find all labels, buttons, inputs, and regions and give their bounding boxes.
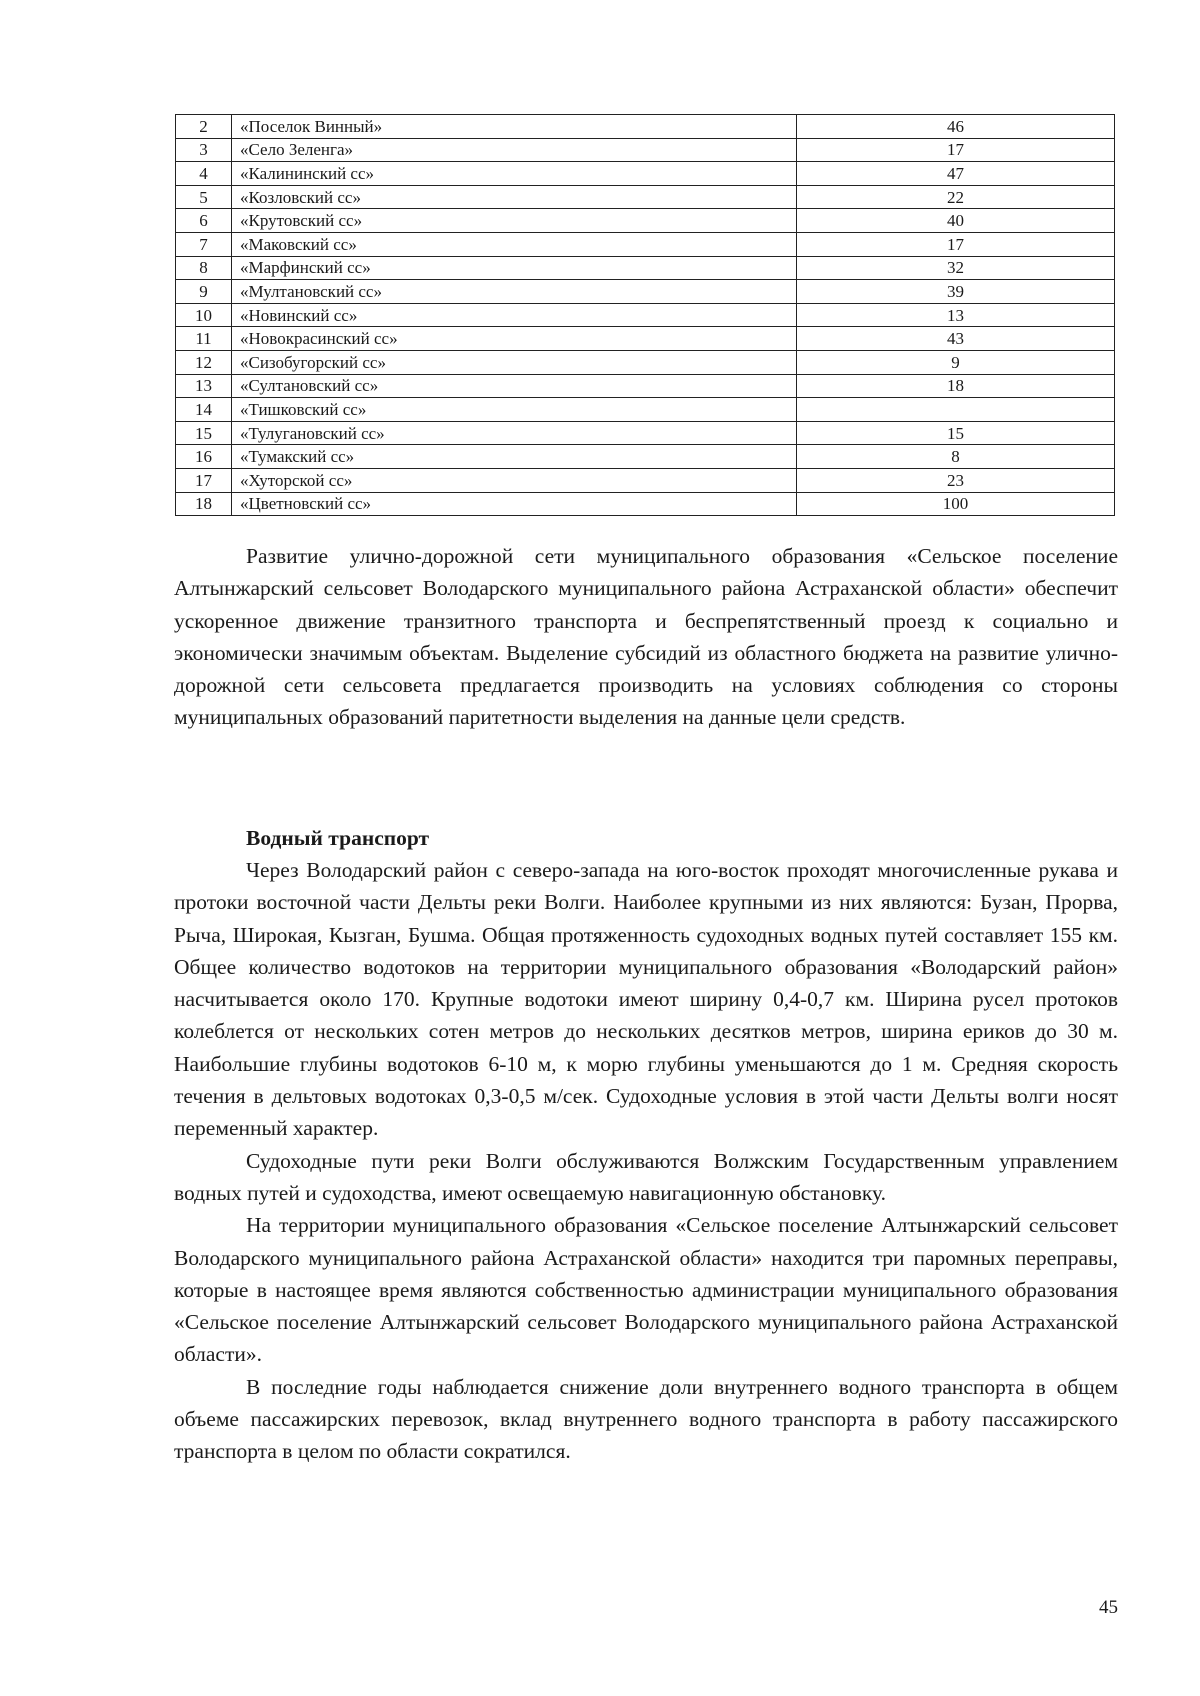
row-number-cell: 2 <box>176 115 232 139</box>
table-row <box>176 327 1115 351</box>
value-cell: 46 <box>797 115 1115 139</box>
settlement-name-cell: «Крутовский сс» <box>232 209 797 233</box>
table-row <box>176 232 1115 256</box>
table-row <box>176 280 1115 304</box>
value-cell: 100 <box>797 492 1115 516</box>
value-cell: 40 <box>797 209 1115 233</box>
value-cell: 47 <box>797 162 1115 186</box>
table-row <box>176 138 1115 162</box>
row-number-cell: 11 <box>176 327 232 351</box>
row-number-cell: 15 <box>176 421 232 445</box>
settlement-name-cell: «Тулугановский сс» <box>232 421 797 445</box>
row-number-cell: 8 <box>176 256 232 280</box>
table-row <box>176 445 1115 469</box>
intro-paragraph: Развитие улично-дорожной сети муниципального образования «Сельское поселение Алтынжарский сельсовет Володарского муниципального района Астраханской области» обеспечит ускоренное движение транзитного транспорта и беспрепятственный проезд к социально и экономически значимым объектам. Выделение субсидий из областного бюджета на развитие улично-дорожной сети сельсовета предлагается производить на условиях соблюдения со стороны муниципальных образований паритетности выделения на данные цели средств. <box>174 544 1118 730</box>
row-number-cell: 13 <box>176 374 232 398</box>
settlement-name-cell: «Хуторской сс» <box>232 468 797 492</box>
row-number-cell: 18 <box>176 492 232 516</box>
row-number-cell: 7 <box>176 232 232 256</box>
row-number-cell: 14 <box>176 398 232 422</box>
table-row <box>176 374 1115 398</box>
value-cell: 15 <box>797 421 1115 445</box>
value-cell: 17 <box>797 138 1115 162</box>
row-number-cell: 12 <box>176 350 232 374</box>
settlement-name-cell: «Марфинский сс» <box>232 256 797 280</box>
table-row <box>176 421 1115 445</box>
row-number-cell: 4 <box>176 162 232 186</box>
value-cell: 43 <box>797 327 1115 351</box>
table-row <box>176 162 1115 186</box>
value-cell: 9 <box>797 350 1115 374</box>
row-number-cell: 16 <box>176 445 232 469</box>
row-number-cell: 9 <box>176 280 232 304</box>
settlement-name-cell: «Цветновский сс» <box>232 492 797 516</box>
value-cell: 8 <box>797 445 1115 469</box>
settlement-name-cell: «Тишковский сс» <box>232 398 797 422</box>
table-row <box>176 185 1115 209</box>
value-cell: 17 <box>797 232 1115 256</box>
settlement-name-cell: «Новокрасинский сс» <box>232 327 797 351</box>
settlement-name-cell: «Новинский сс» <box>232 303 797 327</box>
settlement-name-cell: «Козловский сс» <box>232 185 797 209</box>
row-number-cell: 6 <box>176 209 232 233</box>
settlement-name-cell: «Поселок Винный» <box>232 115 797 139</box>
row-number-cell: 10 <box>176 303 232 327</box>
section-body <box>174 854 1118 1468</box>
value-cell <box>797 398 1115 422</box>
settlement-name-cell: «Маковский сс» <box>232 232 797 256</box>
value-cell: 39 <box>797 280 1115 304</box>
page-number: 45 <box>1099 1597 1118 1618</box>
value-cell: 22 <box>797 185 1115 209</box>
section-paragraph-1: Через Володарский район с северо-запада на юго-восток проходят многочисленные рукава и протоки восточной части Дельты реки Волги. Наиболее крупными из них являются: Бузан, Прорва, Рыча, Широкая, Кызган, Бушма. Общая протяженность судоходных водных путей составляет 155 км. Общее количество водотоков на территории муниципального образования «Володарский район» насчитывается около 170. Крупные водотоки имеют ширину 0,4-0,7 км. Ширина русел протоков колеблется от нескольких сотен метров до нескольких десятков метров, ширина ериков до 30 м. Наибольшие глубины водотоков 6-10 м, к морю глубины уменьшаются до 1 м. Средняя скорость течения в дельтовых водотоках 0,3-0,5 м/сек. Судоходные условия в этой части Дельты волги носят переменный характер. <box>174 858 1118 1141</box>
value-cell: 32 <box>797 256 1115 280</box>
settlement-name-cell: «Мултановский сс» <box>232 280 797 304</box>
value-cell: 13 <box>797 303 1115 327</box>
settlement-name-cell: «Сизобугорский сс» <box>232 350 797 374</box>
table-row <box>176 492 1115 516</box>
section-heading: Водный транспорт <box>246 826 430 850</box>
table-body <box>176 115 1115 516</box>
table-row <box>176 115 1115 139</box>
table-row <box>176 350 1115 374</box>
row-number-cell: 5 <box>176 185 232 209</box>
settlement-name-cell: «Тумакский сс» <box>232 445 797 469</box>
table-row <box>176 256 1115 280</box>
intro-text <box>174 540 1118 734</box>
section-paragraph-2: Судоходные пути реки Волги обслуживаются Волжским Государственным управлением водных путей и судоходства, имеют освещаемую навигационную обстановку. <box>174 1148 1118 1205</box>
settlement-name-cell: «Село Зеленга» <box>232 138 797 162</box>
settlement-name-cell: «Султановский сс» <box>232 374 797 398</box>
settlements-table <box>175 114 1115 516</box>
settlement-name-cell: «Калининский сс» <box>232 162 797 186</box>
table-row <box>176 468 1115 492</box>
row-number-cell: 17 <box>176 468 232 492</box>
table-row <box>176 398 1115 422</box>
value-cell: 18 <box>797 374 1115 398</box>
section-paragraph-3: На территории муниципального образования «Сельское поселение Алтынжарский сельсовет Володарского муниципального района Астраханской области» находится три паромных переправы, которые в настоящее время являются собственностью администрации муниципального образования «Сельское поселение Алтынжарский сельсовет Володарского муниципального района Астраханской области». <box>174 1213 1118 1367</box>
section-paragraph-4: В последние годы наблюдается снижение доли внутреннего водного транспорта в общем объеме пассажирских перевозок, вклад внутреннего водного транспорта в работу пассажирского транспорта в целом по области сократился. <box>174 1374 1118 1464</box>
table-row <box>176 209 1115 233</box>
value-cell: 23 <box>797 468 1115 492</box>
row-number-cell: 3 <box>176 138 232 162</box>
table-row <box>176 303 1115 327</box>
